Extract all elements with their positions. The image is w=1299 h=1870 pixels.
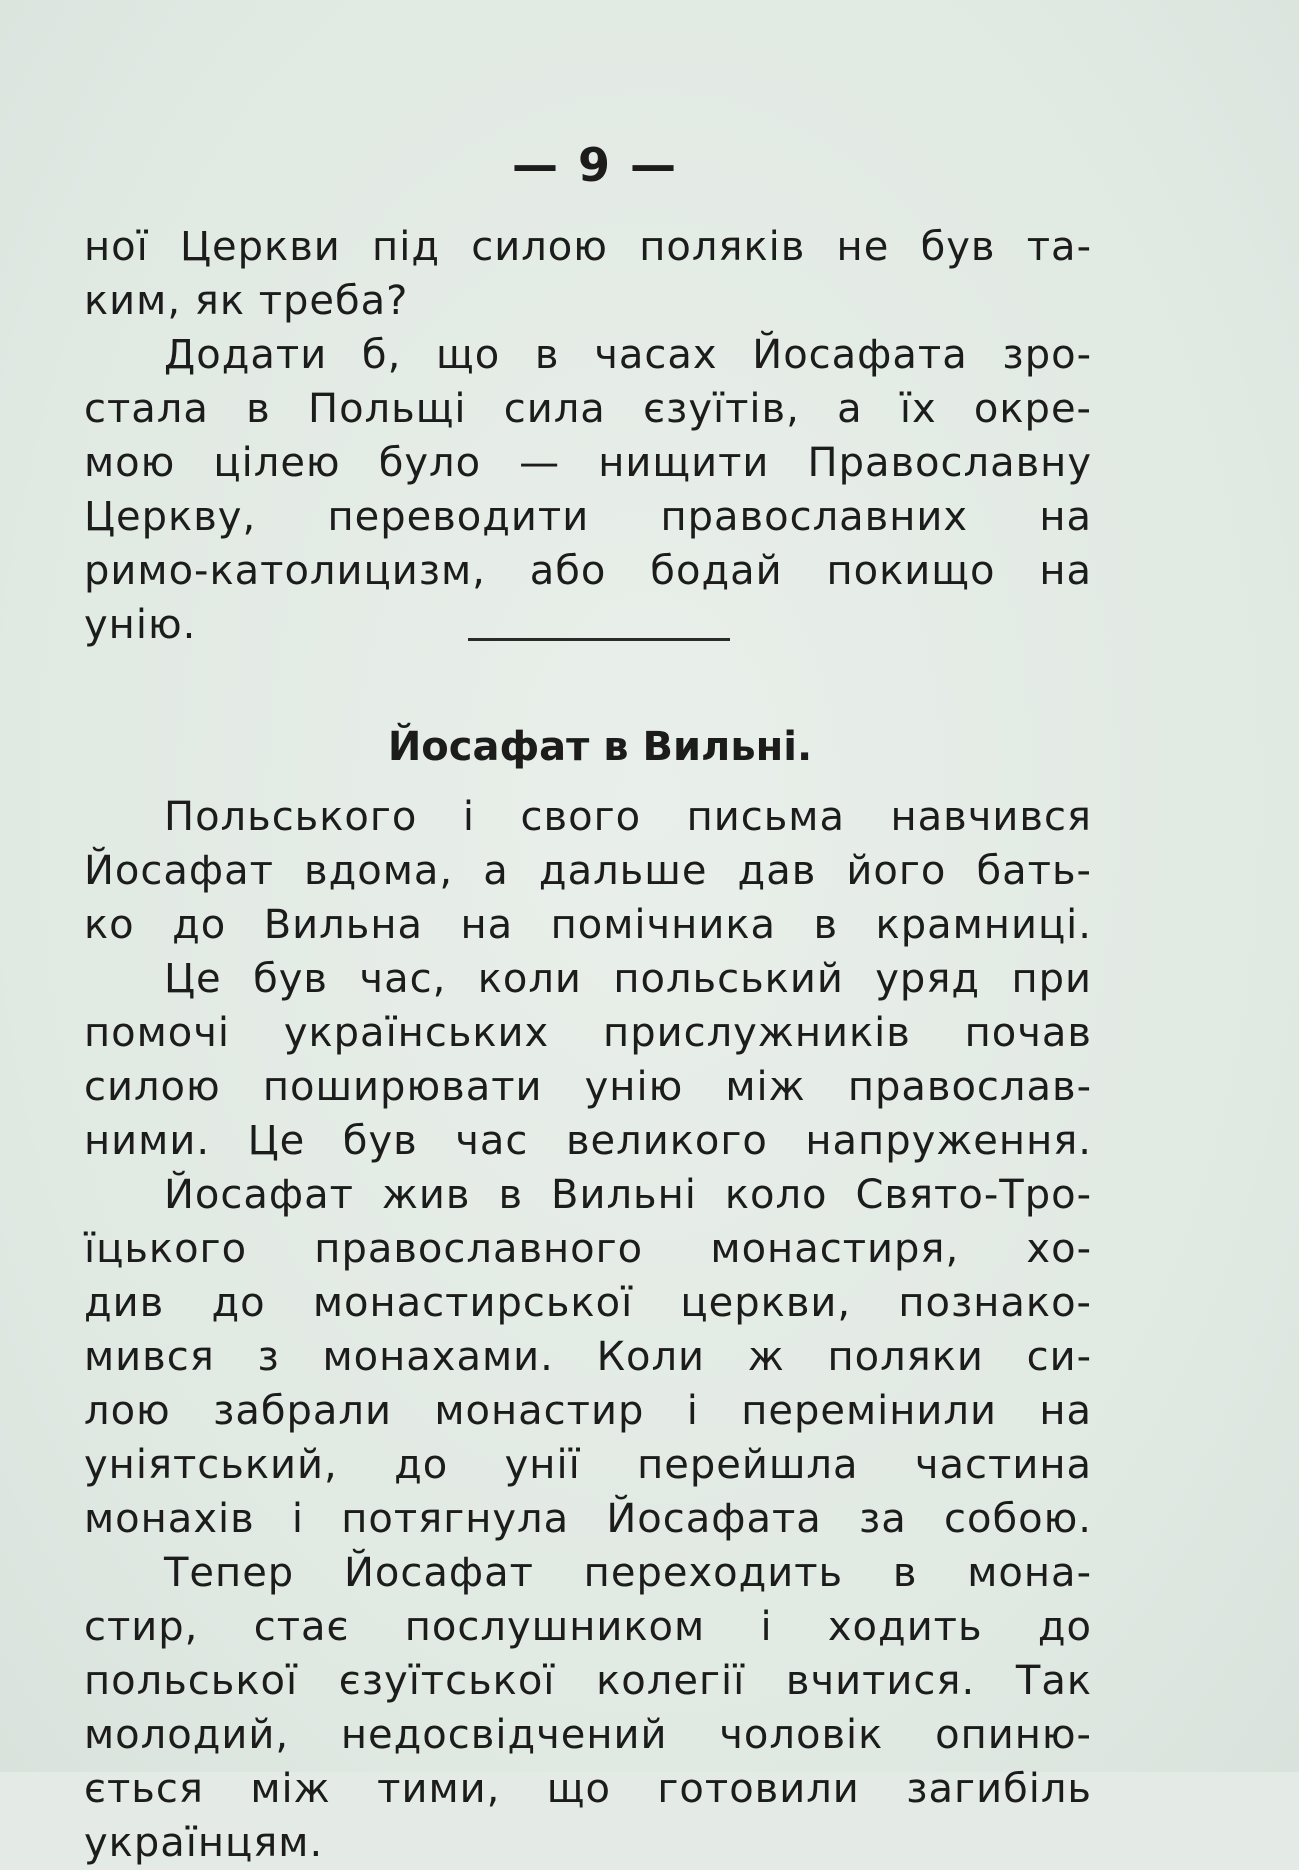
text-line: польської єзуїтської колегії вчитися. Так bbox=[84, 1658, 1092, 1704]
paragraph bbox=[84, 1546, 1092, 1870]
text-line: молодий, недосвідчений чоловік опиню- bbox=[84, 1712, 1092, 1758]
paragraph bbox=[84, 1168, 1092, 1546]
text-line: Церкву, переводити православних на bbox=[84, 494, 1092, 540]
paragraph bbox=[84, 328, 1092, 652]
text-line: українцям. bbox=[84, 1820, 324, 1866]
page-number: — 9 — bbox=[511, 138, 679, 192]
text-line: унію. bbox=[84, 602, 197, 648]
text-line: ється між тими, що готовили загибіль bbox=[84, 1766, 1092, 1812]
text-line: стир, стає послушником і ходить до bbox=[84, 1604, 1092, 1650]
text-line: їцького православного монастиря, хо- bbox=[84, 1226, 1092, 1272]
paragraph bbox=[84, 220, 1092, 328]
section-title: Йосафат в Вильні. bbox=[387, 724, 813, 770]
text-line: помочі українських прислужників почав bbox=[84, 1010, 1092, 1056]
text-line: монахів і потягнула Йосафата за собою. bbox=[84, 1496, 1092, 1542]
text-line: ної Церкви під силою поляків не був та- bbox=[84, 224, 1092, 270]
text-line: ко до Вильна на помічника в крамниці. bbox=[84, 902, 1092, 948]
text-line: Польського і свого письма навчився bbox=[164, 794, 1092, 840]
top-text-block bbox=[84, 220, 1092, 652]
text-line: Йосафат вдома, а дальше дав його бать- bbox=[84, 848, 1092, 894]
paragraph bbox=[84, 952, 1092, 1168]
section-text-block bbox=[84, 790, 1092, 1870]
text-line: лою забрали монастир і перемінили на bbox=[84, 1388, 1092, 1434]
text-line: ким, як треба? bbox=[84, 278, 409, 324]
text-line: римо-католицизм, або бодай покищо на bbox=[84, 548, 1092, 594]
paragraph bbox=[84, 790, 1092, 952]
section-divider bbox=[468, 638, 730, 641]
text-line: ними. Це був час великого напруження. bbox=[84, 1118, 1092, 1164]
text-line: уніятський, до унії перейшла частина bbox=[84, 1442, 1092, 1488]
text-line: див до монастирської церкви, познако- bbox=[84, 1280, 1092, 1326]
text-line: Додати б, що в часах Йосафата зро- bbox=[164, 332, 1092, 378]
text-line: мою цілею було — нищити Православну bbox=[84, 440, 1092, 486]
text-line: стала в Польщі сила єзуїтів, а їх окре- bbox=[84, 386, 1092, 432]
text-line: силою поширювати унію між православ- bbox=[84, 1064, 1092, 1110]
text-line: Тепер Йосафат переходить в мона- bbox=[164, 1550, 1092, 1596]
text-line: мився з монахами. Коли ж поляки си- bbox=[84, 1334, 1092, 1380]
text-line: Це був час, коли польський уряд при bbox=[164, 956, 1092, 1002]
text-line: Йосафат жив в Вильні коло Свято-Тро- bbox=[164, 1172, 1092, 1218]
